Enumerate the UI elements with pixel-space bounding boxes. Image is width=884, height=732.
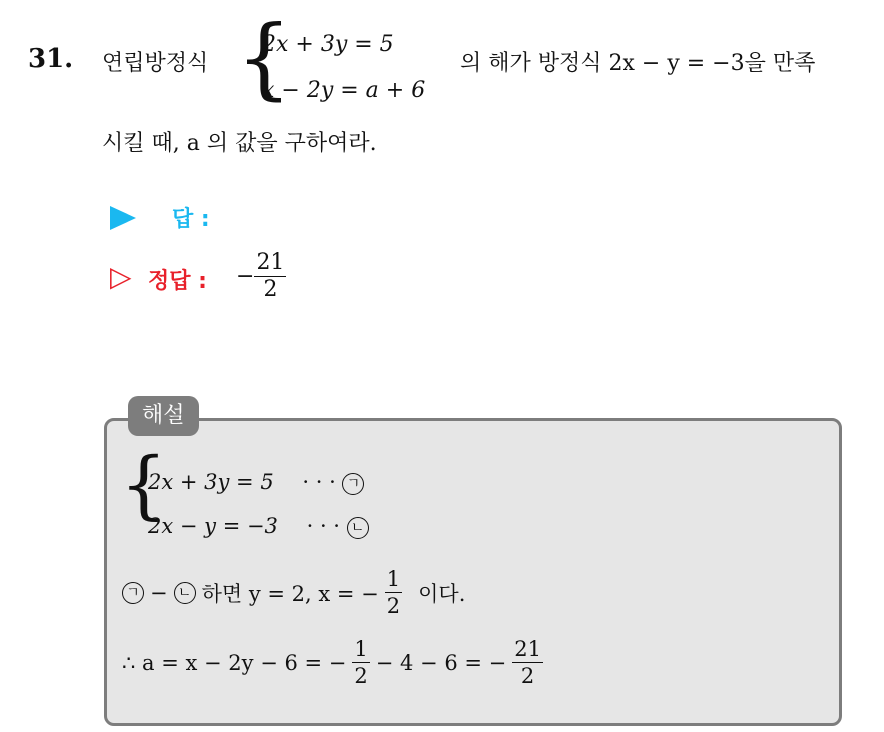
solution-line-2: 2x − y = −3 · · · ㄴ	[148, 514, 369, 539]
correct-answer-value	[236, 250, 286, 303]
solution-line-1: 2x + 3y = 5 · · · ㄱ	[148, 470, 364, 495]
system-equation-2: x − 2y = a + 6	[262, 78, 426, 103]
solution-fraction-result: $\frac{21}{2}$	[514, 637, 541, 688]
solution-line-3: ㄱ − ㄴ 하면 y = 2, x = − $\frac{1}{2}$ 이다.	[122, 566, 465, 619]
solution-line-4: ∴ a = x − 2y − 6 = − $\frac{1}{2}$ − 4 − 6 = − $\frac{21}{2}$	[122, 637, 541, 688]
correct-answer-denominator: 2	[263, 277, 278, 302]
system-brace: {	[236, 6, 292, 109]
circle-giyeok-mark: ㄱ	[122, 582, 144, 604]
problem-text-intro: 연립방정식	[102, 51, 209, 76]
correct-answer-numerator: 21	[256, 250, 285, 275]
correct-answer-sign: −	[236, 264, 255, 289]
circle-giyeok-mark: ㄱ	[342, 473, 364, 495]
solution-system-brace: {	[120, 442, 168, 528]
system-equation-1: 2x + 3y = 5	[262, 32, 394, 57]
problem-text-question: 시킬 때, a 의 값을 구하여라.	[102, 131, 377, 156]
correct-answer-fraction	[254, 250, 286, 303]
circle-nieun-mark: ㄴ	[347, 517, 369, 539]
answer-arrow-icon	[110, 206, 136, 230]
solution-fraction-x: $\frac{1}{2}$	[386, 567, 401, 618]
problem-text-condition: 의 해가 방정식 2x − y = −3을 만족	[460, 51, 816, 76]
answer-label: 답 :	[172, 207, 210, 232]
correct-answer-label: 정답 :	[148, 269, 207, 294]
correct-answer-arrow-icon: ▷	[110, 260, 132, 293]
solution-fraction-half: $\frac{1}{2}$	[354, 637, 368, 688]
circle-nieun-mark: ㄴ	[174, 582, 196, 604]
solution-tag: 해설	[128, 396, 199, 436]
problem-number: 31.	[28, 44, 74, 74]
